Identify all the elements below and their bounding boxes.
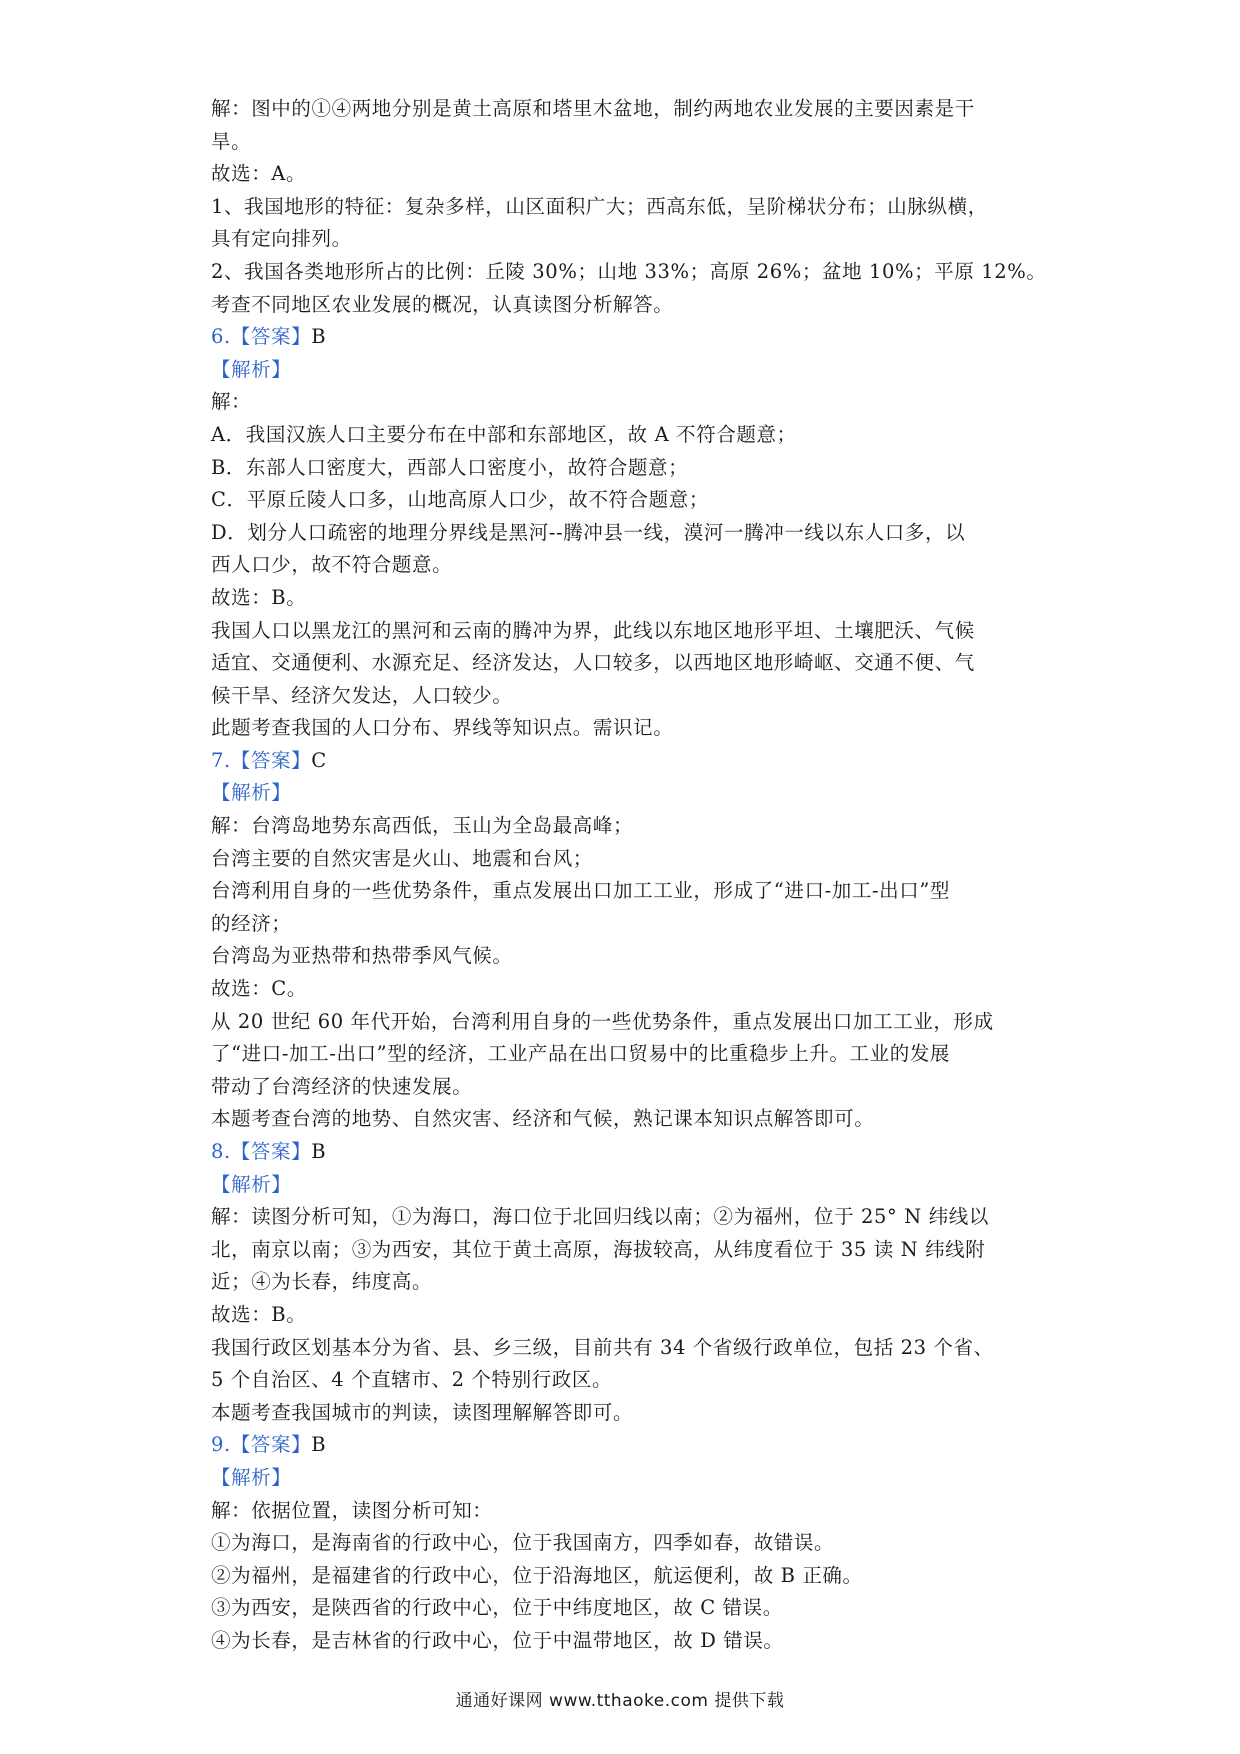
line-text: 旱。 (211, 129, 252, 153)
line-text: 故选：B。 (211, 1302, 307, 1326)
line-text: 2、我国各类地形所占的比例：丘陵 30%；山地 33%；高原 26%；盆地 10%；平原 12%。 (211, 259, 1047, 283)
analysis-heading (211, 1462, 1041, 1495)
text-line (211, 289, 1041, 322)
line-text: 【解析】 (211, 1172, 292, 1196)
line-text: 7.【答案】 (211, 748, 312, 772)
text-line (211, 386, 1041, 419)
line-text: 台湾利用自身的一些优势条件，重点发展出口加工工业，形成了“进口-加工-出口”型 (211, 879, 951, 903)
text-line (211, 875, 1041, 908)
text-line (211, 1364, 1041, 1397)
line-text: 的经济； (211, 911, 292, 935)
text-line (211, 1201, 1041, 1234)
page-footer: 通通好课网 www.tthaoke.com 提供下载 (455, 1691, 785, 1711)
document-body (211, 93, 1047, 1658)
answer-heading (211, 321, 1041, 354)
text-line (211, 810, 1041, 843)
answer-heading (211, 1429, 1041, 1462)
line-text: 此题考查我国的人口分布、界线等知识点。需识记。 (211, 716, 674, 740)
line-text: 适宜、交通便利、水源充足、经济发达，人口较多，以西地区地形崎岖、交通不便、气 (211, 651, 975, 675)
text-line (211, 908, 1041, 941)
line-text: ①为海口，是海南省的行政中心，位于我国南方，四季如春，故错误。 (211, 1531, 835, 1555)
text-line (211, 1266, 1041, 1299)
line-text: 我国行政区划基本分为省、县、乡三级，目前共有 34 个省级行政单位，包括 23 个省、 (211, 1335, 994, 1359)
line-text: 本题考查我国城市的判读，读图理解解答即可。 (211, 1400, 634, 1424)
line-text: 【解析】 (211, 1465, 292, 1489)
line-text: 故选：A。 (211, 162, 307, 186)
text-line (211, 419, 1041, 452)
line-text: 9.【答案】 (211, 1433, 312, 1457)
line-text: D．划分人口疏密的地理分界线是黑河--腾冲县一线，漠河一腾冲一线以东人口多，以 (211, 520, 966, 544)
line-text: 故选：C。 (211, 977, 307, 1001)
line-text: 解：读图分析可知，①为海口，海口位于北回归线以南；②为福州，位于 25° N 纬线以 (211, 1205, 989, 1229)
line-text: 带动了台湾经济的快速发展。 (211, 1074, 473, 1098)
text-line (211, 223, 1041, 256)
text-line (211, 843, 1041, 876)
line-text: 候干旱、经济欠发达，人口较少。 (211, 683, 513, 707)
text-line (211, 158, 1041, 191)
line-text: C．平原丘陵人口多，山地高原人口少，故不符合题意； (211, 488, 709, 512)
text-line (211, 1527, 1041, 1560)
line-text: 台湾主要的自然灾害是火山、地震和台风； (211, 846, 593, 870)
text-line (211, 1038, 1041, 1071)
line-text: 故选：B。 (211, 585, 307, 609)
line-text: 我国人口以黑龙江的黑河和云南的腾冲为界，此线以东地区地形平坦、土壤肥沃、气候 (211, 618, 975, 642)
answer-letter: B (311, 325, 327, 349)
answer-letter: B (311, 1433, 327, 1457)
text-line (211, 1234, 1041, 1267)
text-line (211, 1397, 1041, 1430)
line-text: 解：图中的①④两地分别是黄土高原和塔里木盆地，制约两地农业发展的主要因素是干 (211, 97, 975, 120)
text-line (211, 1332, 1041, 1365)
line-text: 5 个自治区、4 个直辖市、2 个特别行政区。 (211, 1368, 613, 1392)
line-text: 具有定向排列。 (211, 227, 352, 251)
text-line (211, 484, 1041, 517)
text-line (211, 582, 1041, 615)
line-text: A．我国汉族人口主要分布在中部和东部地区，故 A 不符合题意； (211, 422, 797, 446)
line-text: 近；④为长春，纬度高。 (211, 1270, 433, 1294)
text-line (211, 452, 1041, 485)
line-text: 8.【答案】 (211, 1140, 312, 1163)
text-line (211, 647, 1041, 680)
line-text: 【解析】 (211, 781, 292, 805)
text-line (211, 93, 1041, 126)
line-text: 本题考查台湾的地势、自然灾害、经济和气候，熟记课本知识点解答即可。 (211, 1107, 875, 1131)
text-line (211, 680, 1041, 713)
answer-heading (211, 1136, 1041, 1169)
text-line (211, 256, 1047, 289)
line-text: 西人口少，故不符合题意。 (211, 553, 453, 577)
line-text: 【解析】 (211, 357, 292, 381)
line-text: 台湾岛为亚热带和热带季风气候。 (211, 944, 513, 968)
text-line (211, 1006, 1041, 1039)
text-line (211, 191, 1041, 224)
text-line (211, 940, 1041, 973)
text-line (211, 549, 1041, 582)
analysis-heading (211, 354, 1041, 387)
text-line (211, 973, 1041, 1006)
analysis-heading (211, 777, 1041, 810)
text-line (211, 517, 1041, 550)
text-line (211, 712, 1041, 745)
line-text: 解：依据位置，读图分析可知： (211, 1498, 493, 1522)
text-line (211, 1592, 1041, 1625)
answer-letter: B (311, 1140, 327, 1163)
line-text: ③为西安，是陕西省的行政中心，位于中纬度地区，故 C 错误。 (211, 1596, 783, 1620)
text-line (211, 1560, 1041, 1593)
line-text: 6.【答案】 (211, 325, 312, 349)
answer-letter: C (311, 748, 327, 772)
line-text: 解： (211, 390, 252, 414)
text-line (211, 1495, 1041, 1528)
line-text: ④为长春，是吉林省的行政中心，位于中温带地区，故 D 错误。 (211, 1628, 784, 1652)
text-line (211, 1071, 1041, 1104)
text-line (211, 1299, 1041, 1332)
line-text: 1、我国地形的特征：复杂多样，山区面积广大；西高东低，呈阶梯状分布；山脉纵横， (211, 194, 988, 218)
line-text: 考查不同地区农业发展的概况，认真读图分析解答。 (211, 292, 674, 316)
line-text: B．东部人口密度大，西部人口密度小，故符合题意； (211, 455, 689, 479)
text-line (211, 1103, 1041, 1136)
line-text: 解：台湾岛地势东高西低，玉山为全岛最高峰； (211, 814, 634, 838)
line-text: 北，南京以南；③为西安，其位于黄土高原，海拔较高，从纬度看位于 35 读 N 纬线附 (211, 1237, 986, 1261)
line-text: 从 20 世纪 60 年代开始，台湾利用自身的一些优势条件，重点发展出口加工工业，形成 (211, 1009, 994, 1033)
line-text: ②为福州，是福建省的行政中心，位于沿海地区，航运便利，故 B 正确。 (211, 1563, 863, 1587)
line-text: 了“进口-加工-出口”型的经济，工业产品在出口贸易中的比重稳步上升。工业的发展 (211, 1042, 951, 1066)
text-line (211, 126, 1041, 159)
text-line (211, 615, 1041, 648)
answer-heading (211, 745, 1041, 778)
analysis-heading (211, 1169, 1041, 1202)
text-line (211, 1625, 1041, 1658)
